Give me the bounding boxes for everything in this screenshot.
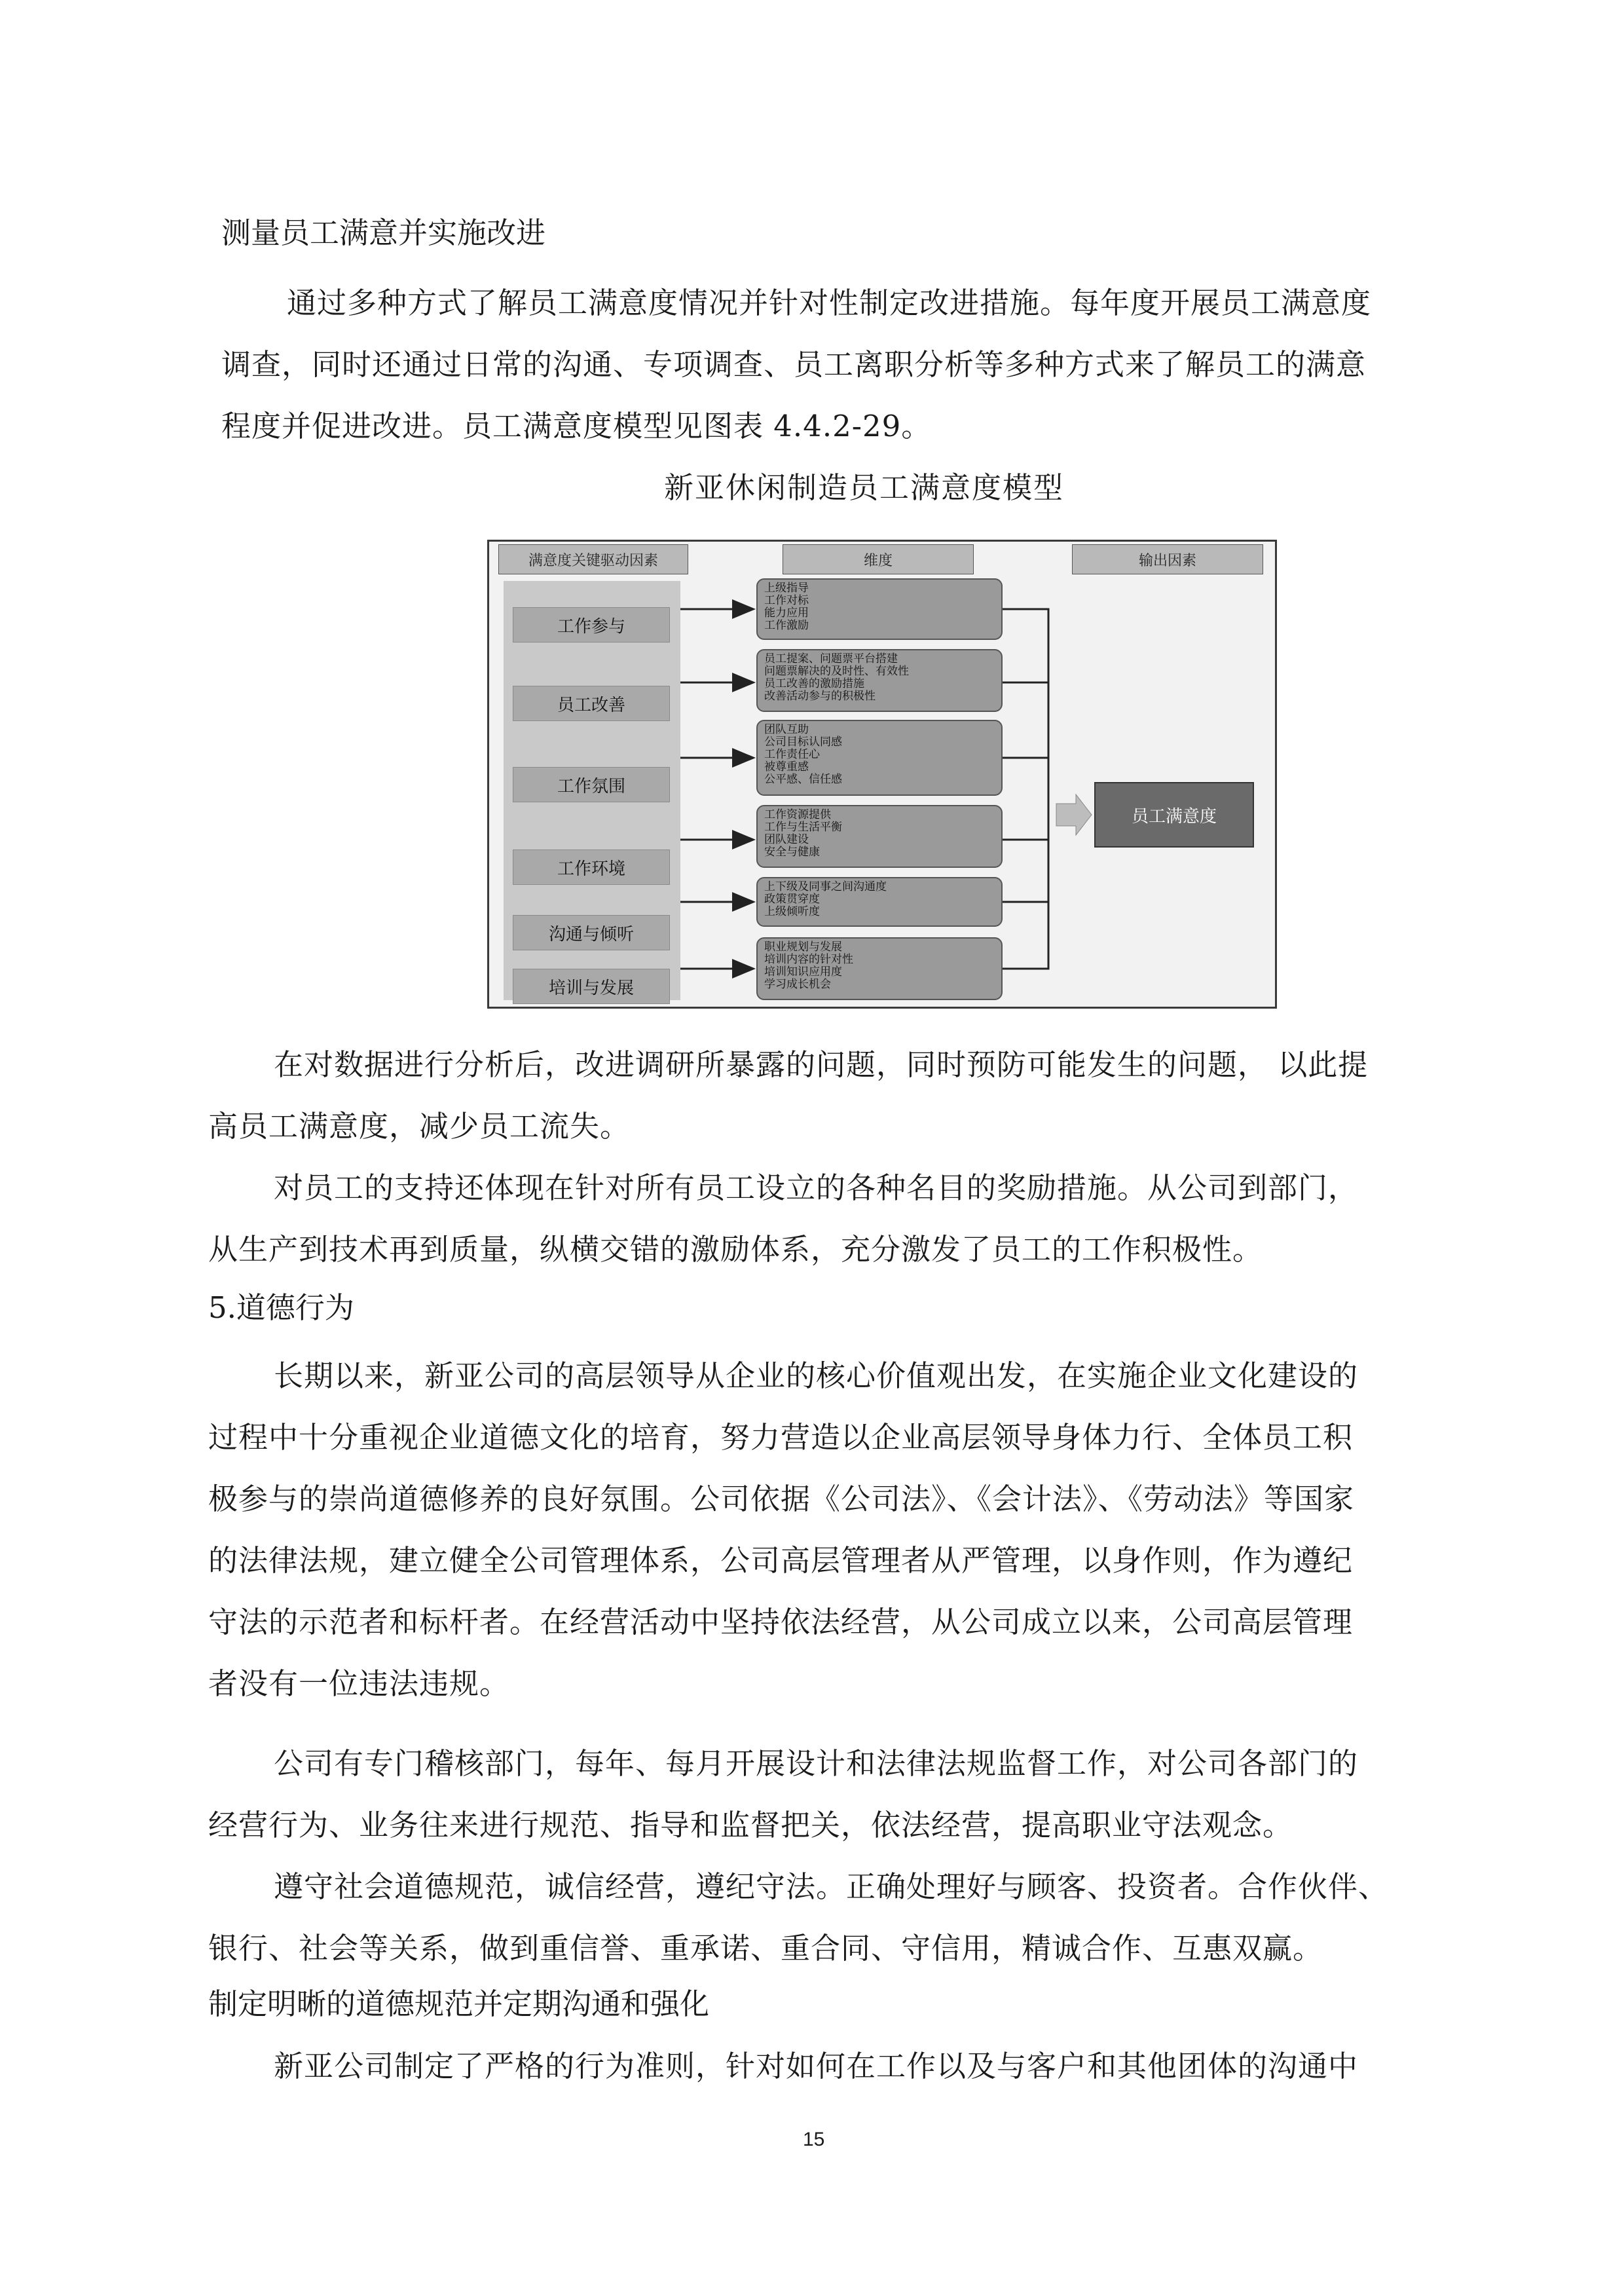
paragraph-line: 银行、社会等关系，做到重信誉、重承诺、重合同、守信用，精诚合作、互惠双赢。 — [208, 1931, 1323, 1966]
driver-work-participation: 工作参与 — [513, 607, 670, 643]
paragraph-line: 对员工的支持还体现在针对所有员工设立的各种名目的奖励措施。从公司到部门， — [274, 1170, 1359, 1205]
paragraph-line: 守法的示范者和标杆者。在经营活动中坚持依法经营，从公司成立以来，公司高层管理 — [208, 1605, 1354, 1639]
dimension-item: 上下级及同事之间沟通度 — [764, 880, 887, 893]
block-arrow-icon — [1056, 794, 1092, 835]
dimension-item: 职业规划与发展 — [764, 941, 842, 954]
dimension-item: 员工改善的激励措施 — [764, 677, 864, 690]
dimension-item: 团队建设 — [764, 833, 809, 846]
driver-work-environment: 工作环境 — [513, 849, 670, 885]
output-employee-satisfaction: 员工满意度 — [1094, 782, 1254, 848]
paragraph-line: 在对数据进行分析后，改进调研所暴露的问题，同时预防可能发生的问题， 以此提 — [274, 1047, 1369, 1082]
dimension-item: 上级倾听度 — [764, 905, 820, 918]
paragraph-line: 过程中十分重视企业道德文化的培育，努力营造以企业高层领导身体力行、全体员工积 — [208, 1420, 1354, 1455]
dimension-item: 改善活动参与的积极性 — [764, 690, 876, 703]
dimension-item: 工作激励 — [764, 619, 809, 632]
figure-title: 新亚休闲制造员工满意度模型 — [664, 470, 1065, 505]
section-heading-ethics: 5.道德行为 — [208, 1290, 354, 1325]
dimension-item: 上级指导 — [764, 582, 809, 595]
dimension-item: 被尊重感 — [764, 760, 809, 774]
paragraph-line: 的法律法规，建立健全公司管理体系，公司高层管理者从严管理，以身作则，作为遵纪 — [208, 1543, 1354, 1578]
paragraph-line: 从生产到技术再到质量，纵横交错的激励体系，充分激发了员工的工作积极性。 — [208, 1232, 1263, 1267]
dimension-item: 公司目标认同感 — [764, 736, 842, 749]
paragraph-line: 经营行为、业务往来进行规范、指导和监督把关，依法经营，提高职业守法观念。 — [208, 1808, 1293, 1842]
driver-employee-improvement: 员工改善 — [513, 686, 670, 721]
page-number: 15 — [803, 2129, 825, 2150]
paragraph-line: 遵守社会道德规范，诚信经营，遵纪守法。正确处理好与顾客、投资者。合作伙伴、 — [274, 1869, 1389, 1904]
dimension-item: 能力应用 — [764, 606, 809, 620]
dimension-item: 工作与生活平衡 — [764, 821, 842, 834]
section-heading-employee-satisfaction: 测量员工满意并实施改进 — [221, 215, 546, 250]
dimension-item: 问题票解决的及时性、有效性 — [764, 665, 909, 678]
dimension-item: 员工提案、问题票平台搭建 — [764, 652, 898, 665]
paragraph-line: 极参与的崇尚道德修养的良好氛围。公司依据《公司法》、《会计法》、《劳动法》等国家 — [208, 1482, 1355, 1516]
dimension-item: 团队互助 — [764, 723, 809, 736]
paragraph-line: 公司有专门稽核部门，每年、每月开展设计和法律法规监督工作，对公司各部门的 — [274, 1746, 1359, 1781]
driver-work-atmosphere: 工作氛围 — [513, 767, 670, 802]
dimension-item: 培训知识应用度 — [764, 965, 842, 979]
paragraph-line: 通过多种方式了解员工满意度情况并针对性制定改进措施。每年度开展员工满意度 — [287, 286, 1372, 320]
dimension-item: 政策贯穿度 — [764, 893, 820, 906]
header-drivers: 满意度关键驱动因素 — [498, 544, 688, 574]
dimension-item: 培训内容的针对性 — [764, 953, 853, 966]
driver-training-development: 培训与发展 — [513, 969, 670, 1004]
dimension-item: 工作责任心 — [764, 748, 820, 761]
subheading-ethics-norms: 制定明晰的道德规范并定期沟通和强化 — [208, 1987, 710, 2021]
dimension-item: 工作对标 — [764, 594, 809, 607]
connector-arrows — [489, 542, 1279, 1011]
dimension-item: 工作资源提供 — [764, 808, 831, 821]
header-dimensions: 维度 — [783, 544, 974, 574]
paragraph-line: 高员工满意度，减少员工流失。 — [208, 1109, 631, 1144]
paragraph-line: 长期以来，新亚公司的高层领导从企业的核心价值观出发，在实施企业文化建设的 — [274, 1358, 1359, 1393]
paragraph-line: 程度并促进改进。员工满意度模型见图表 4.4.2-29。 — [221, 409, 932, 443]
paragraph-line: 调查，同时还通过日常的沟通、专项调查、员工离职分析等多种方式来了解员工的满意 — [221, 347, 1367, 382]
satisfaction-model-diagram — [487, 540, 1277, 1009]
header-output: 输出因素 — [1072, 544, 1263, 574]
dimension-item: 学习成长机会 — [764, 978, 831, 991]
paragraph-line: 新亚公司制定了严格的行为准则，针对如何在工作以及与客户和其他团体的沟通中 — [274, 2049, 1359, 2083]
driver-communication-listening: 沟通与倾听 — [513, 915, 670, 950]
dimension-item: 安全与健康 — [764, 846, 820, 859]
dimension-item: 公平感、信任感 — [764, 773, 842, 786]
paragraph-line: 者没有一位违法违规。 — [208, 1666, 510, 1701]
